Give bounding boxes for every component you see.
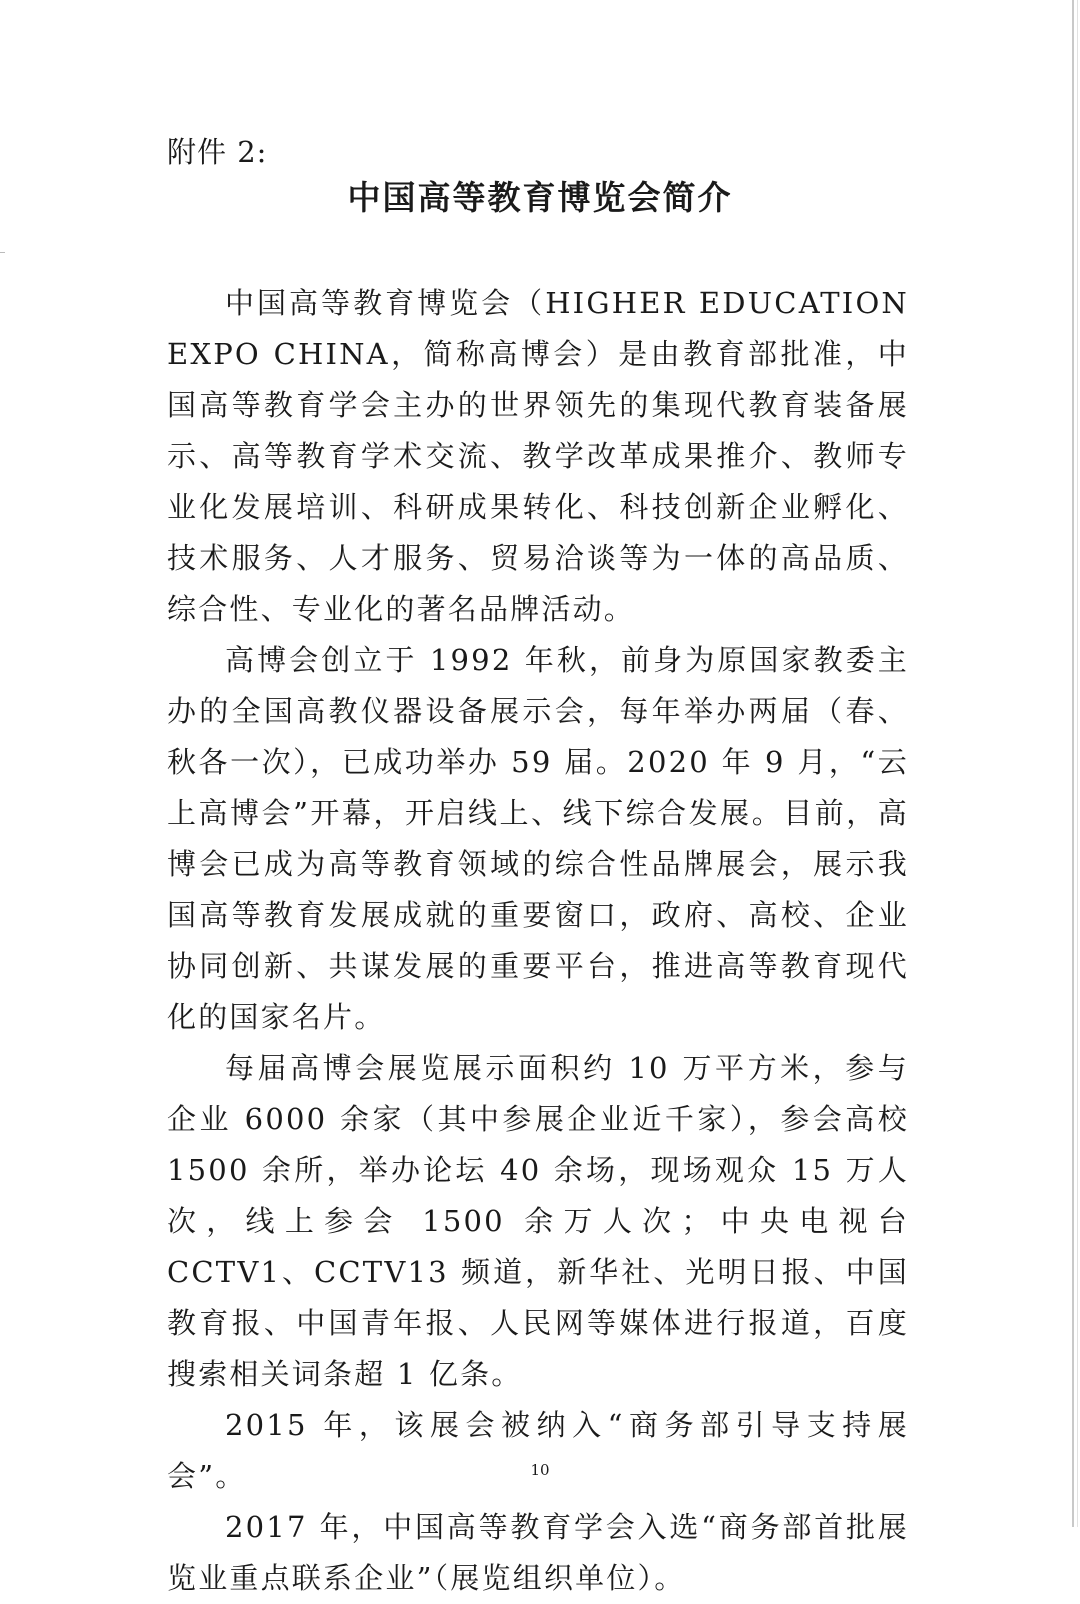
paragraph-2017: 2017 年，中国高等教育学会入选“商务部首批展览业重点联系企业”（展览组织单位）。 (167, 1510, 909, 1595)
attachment-label: 附件 2: (167, 135, 268, 169)
document-title: 中国高等教育博览会简介 (347, 178, 733, 217)
paragraph-history: 高博会创立于 1992 年秋，前身为原国家教委主办的全国高教仪器设备展示会，每年举办两届（春、秋各一次），已成功举办 59 届。2020 年 9 月，“云上高博会”开幕，开启线上、线下综合发展。目前，高博会已成为高等教育领域的综合性品牌展会，展示我国高等教育发展成就的重要窗口，政府、高校、企业协同创新、共谋发展的重要平台，推进高等教育现代化的国家名片。 (167, 643, 909, 1034)
margin-mark (0, 252, 5, 253)
page-edge-line-outer (1077, 0, 1078, 1527)
paragraph-intro: 中国高等教育博览会（HIGHER EDUCATION EXPO CHINA，简称高博会）是由教育部批准，中国高等教育学会主办的世界领先的集现代教育装备展示、高等教育学术交流、教学改革成果推介、教师专业化发展培训、科研成果转化、科技创新企业孵化、技术服务、人才服务、贸易洽谈等为一体的高品质、综合性、专业化的著名品牌活动。 (167, 286, 909, 626)
page-edge-line (1072, 0, 1074, 1527)
paragraph-scale: 每届高博会展览展示面积约 10 万平方米，参与企业 6000 余家（其中参展企业近千家），参会高校 1500 余所，举办论坛 40 余场，现场观众 15 万人次，线上参会 1500 余万人次；中央电视台 CCTV1、CCTV13 频道，新华社、光明日报、中国教育报、中国青年报、人民网等媒体进行报道，百度搜索相关词条超 1 亿条。 (167, 1051, 909, 1391)
document-body (167, 278, 909, 1604)
paragraph-2015: 2015 年，该展会被纳入“商务部引导支持展会”。 (167, 1408, 909, 1493)
page-number: 10 (530, 1461, 550, 1479)
